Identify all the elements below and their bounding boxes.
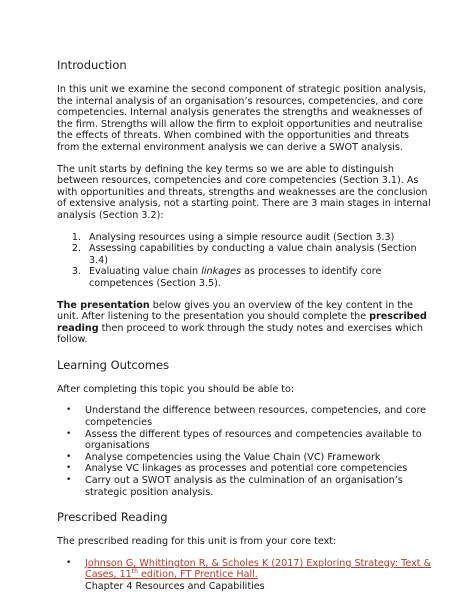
bullet-icon: • (66, 475, 72, 486)
linkages-emphasis: linkages (201, 266, 242, 278)
bullet-icon: • (66, 405, 72, 416)
list-item: • Understand the difference between resources, competencies, and core competencies (66, 405, 427, 429)
outcomes-lead: After completing this topic you should be able to: (57, 383, 295, 395)
reading-lead: The prescribed reading for this unit is from your core text: (57, 536, 337, 548)
prescribed-reading-list (57, 558, 432, 593)
core-text-link[interactable]: Johnson G, Whittington R, & Scholes K (2017) Exploring Strategy: Text & Cases, 11th edition, FT Prentice Hall. (85, 557, 432, 581)
bullet-icon: • (66, 463, 72, 474)
list-item: • Analyse competencies using the Value Chain (VC) Framework (66, 451, 381, 463)
internal-analysis-stages-list (57, 232, 432, 290)
list-item: 2. Assessing capabilities by conducting a value chain analysis (Section 3.4) (71, 243, 417, 266)
bullet-icon: • (66, 557, 72, 568)
list-item: • Carry out a SWOT analysis as the culmination of an organisation’s strategic position analysis. (66, 475, 403, 498)
introduction-heading: Introduction (57, 58, 127, 72)
learning-outcomes-list (57, 405, 432, 498)
list-item: 1. Analysing resources using a simple resource audit (Section 3.3) (71, 231, 395, 243)
intro-paragraph-2: The unit starts by defining the key terms so we are able to distinguish between resources, competencies and core competencies (Section 3.1). As with opportunities and threats, strengths and weaknesses are the conclusion of extensive analysis, not a starting point. There are 3 main stages in internal analysis (Section 3.2): (57, 163, 431, 221)
prescribed-reading-heading: Prescribed Reading (57, 510, 168, 525)
presentation-paragraph: The presentation below gives you an overview of the key content in the unit. After listening to the presentation you should complete the prescribed reading then proceed to work through the study notes and exercises which follow. (57, 299, 427, 346)
bullet-icon: • (66, 428, 72, 439)
list-item: 3. Evaluating value chain linkages as processes to identify core competences (Section 3.5). (71, 266, 382, 289)
chapter-reference: Chapter 4 Resources and Capabilities (85, 581, 265, 592)
list-item: • Assess the different types of resources and competencies available to organisations (66, 428, 422, 452)
bullet-icon: • (66, 451, 72, 462)
list-item (57, 558, 432, 593)
list-item: • Analyse VC linkages as processes and potential core competencies (66, 463, 408, 475)
intro-paragraph-1: In this unit we examine the second component of strategic position analysis, the internal analysis of an organisation’s resources, competencies, and core competencies. Internal analysis generates the strengths and weaknesses of the firm. Strengths will allow the firm to exploit opportunities and neutralise the effects of threats. When combined with the opportunities and threats from the external environment analysis we can derive a SWOT analysis. (57, 84, 427, 153)
learning-outcomes-heading: Learning Outcomes (57, 357, 170, 372)
